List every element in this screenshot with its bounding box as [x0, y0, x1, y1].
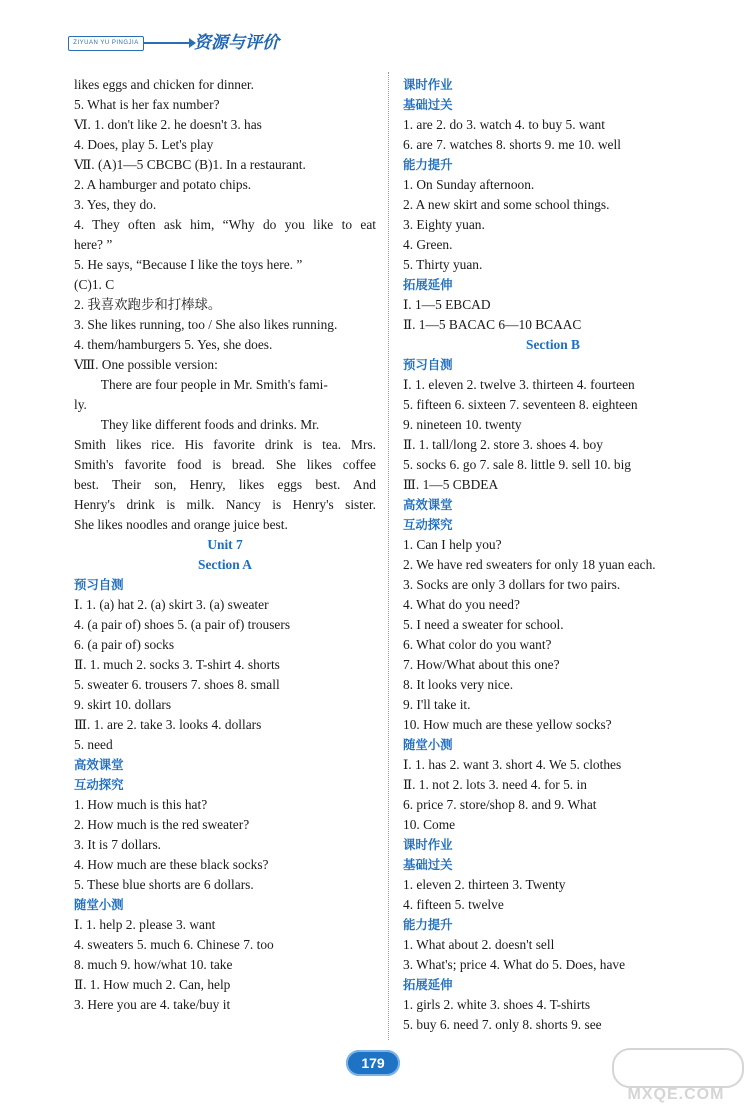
- answer-line: 5. fifteen 6. sixteen 7. seventeen 8. eighteen: [403, 397, 638, 412]
- answer-line: best. Their son, Henry, likes eggs best. And: [74, 477, 376, 492]
- answer-line: 2. 我喜欢跑步和打棒球。: [74, 297, 222, 312]
- answer-line: Smith likes rice. His favorite drink is tea. Mrs.: [74, 437, 376, 452]
- section-heading: 课时作业: [403, 837, 453, 852]
- page-number: 179: [361, 1055, 385, 1071]
- answer-line: 5. sweater 6. trousers 7. shoes 8. small: [74, 677, 280, 692]
- answer-line: Ⅰ. 1. (a) hat 2. (a) skirt 3. (a) sweater: [74, 597, 269, 612]
- answer-line: Ⅲ. 1. are 2. take 3. looks 4. dollars: [74, 717, 262, 732]
- answer-line: 4. (a pair of) shoes 5. (a pair of) trousers: [74, 617, 291, 632]
- answer-line: 4. Does, play 5. Let's play: [74, 137, 214, 152]
- answer-line: 4. them/hamburgers 5. Yes, she does.: [74, 337, 273, 352]
- answer-line: 1. Can I help you?: [403, 537, 502, 552]
- answer-line: 6. What color do you want?: [403, 637, 552, 652]
- answer-line: They like different foods and drinks. Mr.: [100, 417, 320, 432]
- answer-line: 8. much 9. how/what 10. take: [74, 957, 233, 972]
- header-title: 资源与评价: [194, 33, 279, 53]
- answer-line: 5. He says, “Because I like the toys here. ”: [74, 257, 303, 272]
- answer-line: 3. What's; price 4. What do 5. Does, have: [403, 957, 626, 972]
- answer-line: 5. socks 6. go 7. sale 8. little 9. sell 10. big: [403, 457, 631, 472]
- left-column: [74, 75, 376, 1015]
- answer-line: likes eggs and chicken for dinner.: [74, 77, 254, 92]
- answer-line: ly.: [74, 397, 87, 412]
- answer-line: 1. eleven 2. thirteen 3. Twenty: [403, 877, 566, 892]
- answer-line: Henry's drink is milk. Nancy is Henry's sister.: [74, 497, 376, 512]
- answer-line: 4. How much are these black socks?: [74, 857, 269, 872]
- answer-line: Ⅵ. 1. don't like 2. he doesn't 3. has: [74, 117, 262, 132]
- answer-line: 5. Thirty yuan.: [403, 257, 483, 272]
- answer-line: 8. It looks very nice.: [403, 677, 514, 692]
- answer-line: She likes noodles and orange juice best.: [74, 517, 288, 532]
- answer-line: 5. buy 6. need 7. only 8. shorts 9. see: [403, 1017, 602, 1032]
- section-heading: 预习自测: [403, 357, 453, 372]
- answer-line: 6. price 7. store/shop 8. and 9. What: [403, 797, 597, 812]
- answer-line: 3. Yes, they do.: [74, 197, 157, 212]
- section-heading: 课时作业: [403, 77, 453, 92]
- section-heading: 随堂小测: [74, 897, 124, 912]
- unit-title: Section A: [198, 557, 252, 572]
- answer-line: 1. girls 2. white 3. shoes 4. T-shirts: [403, 997, 591, 1012]
- answer-line: 6. (a pair of) socks: [74, 637, 175, 652]
- answer-line: 1. How much is this hat?: [74, 797, 208, 812]
- answer-line: 4. fifteen 5. twelve: [403, 897, 504, 912]
- answer-line: 3. Eighty yuan.: [403, 217, 485, 232]
- answer-line: 9. I'll take it.: [403, 697, 471, 712]
- answer-line: 7. How/What about this one?: [403, 657, 560, 672]
- answer-line: 1. are 2. do 3. watch 4. to buy 5. want: [403, 117, 605, 132]
- answer-line: There are four people in Mr. Smith's fami-: [100, 377, 328, 392]
- answer-line: Ⅲ. 1—5 CBDEA: [403, 477, 499, 492]
- answer-line: Smith's favorite food is bread. She likes coffee: [74, 457, 376, 472]
- section-heading: 基础过关: [403, 857, 453, 872]
- answer-line: Ⅷ. One possible version:: [74, 357, 218, 372]
- section-heading: 高效课堂: [74, 757, 124, 772]
- column-divider: [388, 72, 389, 1040]
- answer-line: 9. skirt 10. dollars: [74, 697, 172, 712]
- answer-line: 3. It is 7 dollars.: [74, 837, 162, 852]
- section-heading: 拓展延伸: [403, 977, 453, 992]
- answer-line: 1. On Sunday afternoon.: [403, 177, 535, 192]
- answer-line: Ⅱ. 1. not 2. lots 3. need 4. for 5. in: [403, 777, 587, 792]
- answer-line: 2. A new skirt and some school things.: [403, 197, 610, 212]
- answer-line: 5. need: [74, 737, 113, 752]
- answer-line: Ⅰ. 1. has 2. want 3. short 4. We 5. clothes: [403, 757, 622, 772]
- section-heading: 能力提升: [403, 917, 453, 932]
- answer-line: (C)1. C: [74, 277, 115, 292]
- answer-line: 4. Green.: [403, 237, 453, 252]
- page-header: [68, 28, 279, 54]
- answer-line: 2. We have red sweaters for only 18 yuan each.: [403, 557, 656, 572]
- answer-line: here? ”: [74, 237, 113, 252]
- answer-line: 5. These blue shorts are 6 dollars.: [74, 877, 254, 892]
- answer-line: Ⅶ. (A)1—5 CBCBC (B)1. In a restaurant.: [74, 157, 306, 172]
- answer-line: 5. What is her fax number?: [74, 97, 220, 112]
- answer-line: 2. How much is the red sweater?: [74, 817, 250, 832]
- header-banner: ZIYUAN YU PINGJIA: [68, 36, 144, 51]
- answer-line: 1. What about 2. doesn't sell: [403, 937, 555, 952]
- answer-line: 9. nineteen 10. twenty: [403, 417, 522, 432]
- answer-line: Ⅰ. 1. help 2. please 3. want: [74, 917, 216, 932]
- page-number-badge: [346, 1050, 400, 1076]
- section-heading: 随堂小测: [403, 737, 453, 752]
- answer-line: 10. How much are these yellow socks?: [403, 717, 612, 732]
- section-heading: 互动探究: [74, 777, 124, 792]
- section-heading: 互动探究: [403, 517, 453, 532]
- answer-line: 2. A hamburger and potato chips.: [74, 177, 252, 192]
- unit-title: Section B: [526, 337, 580, 352]
- header-arrow-icon: [144, 42, 190, 44]
- section-heading: 高效课堂: [403, 497, 453, 512]
- answer-line: 4. sweaters 5. much 6. Chinese 7. too: [74, 937, 274, 952]
- watermark-url: MXQE.COM: [627, 1086, 725, 1103]
- right-column: [403, 75, 703, 1035]
- answer-line: Ⅰ. 1. eleven 2. twelve 3. thirteen 4. fourteen: [403, 377, 635, 392]
- answer-line: 3. She likes running, too / She also likes running.: [74, 317, 338, 332]
- answer-line: 4. They often ask him, “Why do you like to eat: [74, 217, 376, 232]
- answer-line: 3. Here you are 4. take/buy it: [74, 997, 231, 1012]
- answer-line: 10. Come: [403, 817, 456, 832]
- answer-line: Ⅰ. 1—5 EBCAD: [403, 297, 491, 312]
- answer-line: 4. What do you need?: [403, 597, 520, 612]
- watermark-seal-icon: [612, 1048, 744, 1088]
- section-heading: 基础过关: [403, 97, 453, 112]
- answer-line: Ⅱ. 1. much 2. socks 3. T-shirt 4. shorts: [74, 657, 280, 672]
- section-heading: 能力提升: [403, 157, 453, 172]
- watermark-logo: [612, 1048, 742, 1106]
- section-heading: 预习自测: [74, 577, 124, 592]
- section-heading: 拓展延伸: [403, 277, 453, 292]
- answer-line: 6. are 7. watches 8. shorts 9. me 10. well: [403, 137, 621, 152]
- unit-title: Unit 7: [207, 537, 243, 552]
- answer-line: Ⅱ. 1—5 BACAC 6—10 BCAAC: [403, 317, 582, 332]
- answer-line: Ⅱ. 1. How much 2. Can, help: [74, 977, 231, 992]
- answer-line: 3. Socks are only 3 dollars for two pairs.: [403, 577, 621, 592]
- answer-line: 5. I need a sweater for school.: [403, 617, 564, 632]
- answer-line: Ⅱ. 1. tall/long 2. store 3. shoes 4. boy: [403, 437, 603, 452]
